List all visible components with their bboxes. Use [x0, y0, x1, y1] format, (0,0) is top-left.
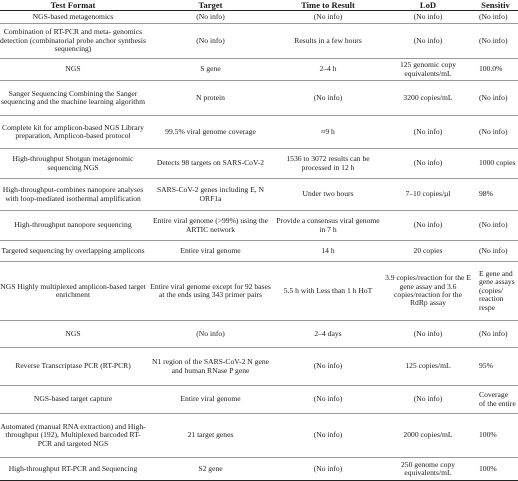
cell-test-format: Combination of RT-PCR and meta- genomics detection (combinatorial probe anchor synthesis sequencing) [0, 24, 148, 59]
cell-sensitivity: (No info) [473, 81, 518, 116]
cell-target: Entire viral genome [148, 241, 273, 262]
cell-test-format: High-throughput RT-PCR and Sequencing [0, 458, 148, 481]
cell-test-format: NGS [0, 59, 148, 81]
cell-time-to-result: Results in a few hours [273, 24, 383, 59]
cell-test-format: High-throughput nanopore sequencing [0, 211, 148, 241]
cell-test-format: Complete kit for amplicon-based NGS Library preparation, Amplicon-based protocol [0, 116, 148, 149]
cell-test-format: Automated (manual RNA extraction) and High-throughput (192), Multiplexed barcoded RT-PCR and targeted NGS [0, 414, 148, 458]
cell-time-to-result: (No info) [273, 348, 383, 386]
cell-sensitivity: E gene and gene assays (copies/ reaction respe [473, 262, 518, 321]
cell-target: Detects 98 targets on SARS-CoV-2 [148, 149, 273, 179]
cell-sensitivity: 100% [473, 414, 518, 458]
cell-test-format: NGS-based target capture [0, 386, 148, 414]
cell-test-format: NGS-based metagenomics [0, 11, 148, 24]
table-row [0, 262, 518, 321]
cell-target: Entire viral genome except for 92 bases at the ends using 343 primer pairs [148, 262, 273, 321]
table-row [0, 211, 518, 241]
cell-target: 99.5% viral genome coverage [148, 116, 273, 149]
cell-target: N1 region of the SARS-CoV-2 N gene and human RNase P gene [148, 348, 273, 386]
cell-sensitivity: 1000 copies [473, 149, 518, 179]
table-row [0, 116, 518, 149]
cell-sensitivity: (No info) [473, 321, 518, 348]
cell-sensitivity: (No info) [473, 211, 518, 241]
cell-lod: (No info) [383, 321, 473, 348]
table-row [0, 59, 518, 81]
header-lod: LoD [383, 0, 473, 11]
table-row [0, 348, 518, 386]
cell-target: 21 target genes [148, 414, 273, 458]
cell-time-to-result: (No info) [273, 458, 383, 481]
cell-target: (No info) [148, 11, 273, 24]
table-row [0, 149, 518, 179]
cell-target: Entire viral genome (>99%) using the ARTIC network [148, 211, 273, 241]
cell-test-format: NGS Highly multiplexed amplicon-based target enrichment [0, 262, 148, 321]
cell-test-format: Reverse Transcriptase PCR (RT-PCR) [0, 348, 148, 386]
cell-test-format: High-throughput-combines nanopore analyses with loop-mediated isothermal amplification [0, 179, 148, 211]
table-row [0, 11, 518, 24]
cell-target: SARS-CoV-2 genes including E, N ORF1a [148, 179, 273, 211]
cell-sensitivity: (No info) [473, 116, 518, 149]
cell-lod: 20 copies [383, 241, 473, 262]
cell-lod: (No info) [383, 116, 473, 149]
cell-time-to-result: (No info) [273, 81, 383, 116]
header-time-to-result: Time to Result [273, 0, 383, 11]
cell-time-to-result: 5.5 h with Less than 1 h HoT [273, 262, 383, 321]
cell-time-to-result: ≈9 h [273, 116, 383, 149]
cell-time-to-result: 2–4 days [273, 321, 383, 348]
cell-time-to-result: 2–4 h [273, 59, 383, 81]
table-row [0, 24, 518, 59]
cell-lod: 250 genome copy equivalents/mL [383, 458, 473, 481]
cell-time-to-result: 1536 to 3072 results can be processed in 12 h [273, 149, 383, 179]
cell-time-to-result: Under two hours [273, 179, 383, 211]
cell-target: Entire viral genome [148, 386, 273, 414]
cell-time-to-result: (No info) [273, 414, 383, 458]
cell-lod: 125 copies/mL [383, 348, 473, 386]
table-row [0, 458, 518, 481]
cell-sensitivity: Coverage of the entire [473, 386, 518, 414]
table-row [0, 241, 518, 262]
cell-lod: (No info) [383, 24, 473, 59]
cell-time-to-result: (No info) [273, 11, 383, 24]
cell-lod: (No info) [383, 11, 473, 24]
cell-sensitivity: 95% [473, 348, 518, 386]
cell-target: S2 gene [148, 458, 273, 481]
cell-target: (No info) [148, 321, 273, 348]
cell-test-format: High-throughput Shotgun metagenomic sequencing NGS [0, 149, 148, 179]
cell-sensitivity: (No info) [473, 24, 518, 59]
cell-test-format: Targeted sequencing by overlapping amplicons [0, 241, 148, 262]
header-sensitivity: Sensitiv [473, 0, 518, 11]
cell-lod: (No info) [383, 386, 473, 414]
cell-target: (No info) [148, 24, 273, 59]
table-row [0, 321, 518, 348]
cell-lod: 125 genomic copy equivalents/mL [383, 59, 473, 81]
cell-time-to-result: 14 h [273, 241, 383, 262]
cell-sensitivity: 100.0% [473, 59, 518, 81]
cell-lod: 2000 copies/mL [383, 414, 473, 458]
cell-sensitivity: (No info) [473, 11, 518, 24]
cell-sensitivity: (No info) [473, 241, 518, 262]
table-row [0, 386, 518, 414]
header-target: Target [148, 0, 273, 11]
table-row [0, 414, 518, 458]
cell-lod: 3200 copies/mL [383, 81, 473, 116]
cell-lod: 7–10 copies/µl [383, 179, 473, 211]
cell-target: S gene [148, 59, 273, 81]
header-row [0, 0, 518, 11]
cell-lod: 3.9 copies/reaction for the E gene assay and 3.6 copies/reaction for the RdRp assay [383, 262, 473, 321]
cell-sensitivity: 98% [473, 179, 518, 211]
cell-target: N protein [148, 81, 273, 116]
cell-lod: (No info) [383, 149, 473, 179]
cell-test-format: NGS [0, 321, 148, 348]
cell-lod: (No info) [383, 211, 473, 241]
table-row [0, 81, 518, 116]
cell-test-format: Sanger Sequencing Combining the Sanger sequencing and the machine learning algorithm [0, 81, 148, 116]
cell-time-to-result: Provide a consensus viral genome in 7 h [273, 211, 383, 241]
cell-sensitivity: 100% [473, 458, 518, 481]
header-test-format: Test Format [0, 0, 148, 11]
cell-time-to-result: (No info) [273, 386, 383, 414]
table-row [0, 179, 518, 211]
